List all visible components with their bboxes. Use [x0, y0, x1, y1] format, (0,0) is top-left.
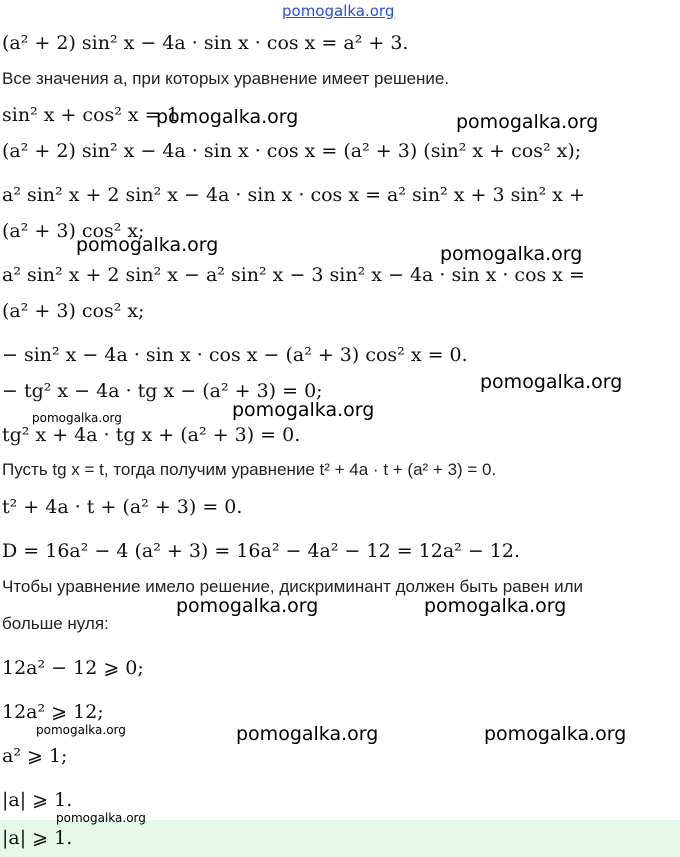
watermark: pomogalka.org — [424, 595, 567, 617]
inequality-step-2: 12a² ⩾ 12; — [2, 701, 104, 723]
condition-text-1: Чтобы уравнение имело решение, дискриминант должен быть равен или — [2, 577, 583, 596]
watermark: pomogalka.org — [56, 811, 146, 825]
inequality-step-1: 12a² − 12 ⩾ 0; — [2, 657, 144, 679]
solution-step-2b: (a² + 3) cos² x; — [2, 220, 145, 242]
solution-step-6: tg² x + 4a · tg x + (a² + 3) = 0. — [2, 424, 301, 446]
site-logo-link[interactable]: pomogalka.org — [282, 2, 395, 20]
solution-step-2a: a² sin² x + 2 sin² x − 4a · sin x · cos x = a² sin² x + 3 sin² x + — [2, 184, 585, 206]
watermark: pomogalka.org — [176, 595, 319, 617]
watermark: pomogalka.org — [236, 723, 379, 745]
inequality-step-3: a² ⩾ 1; — [2, 745, 68, 767]
quadratic-equation: t² + 4a · t + (a² + 3) = 0. — [2, 496, 243, 518]
discriminant-line: D = 16a² − 4 (a² + 3) = 16a² − 4a² − 12 = 12a² − 12. — [2, 540, 521, 562]
watermark: pomogalka.org — [456, 111, 599, 133]
answer-box — [0, 820, 680, 857]
watermark: pomogalka.org — [156, 106, 299, 128]
solution-step-5: − tg² x − 4a · tg x − (a² + 3) = 0; — [2, 380, 323, 402]
condition-text-2: больше нуля: — [2, 614, 109, 633]
solution-step-3a: a² sin² x + 2 sin² x − a² sin² x − 3 sin² x − 4a · sin x · cos x = — [2, 264, 585, 286]
substitution-text: Пусть tg x = t, тогда получим уравнение t² + 4a · t + (a² + 3) = 0. — [2, 460, 497, 479]
watermark: pomogalka.org — [484, 723, 627, 745]
watermark: pomogalka.org — [36, 723, 126, 737]
watermark: pomogalka.org — [76, 234, 219, 256]
watermark: pomogalka.org — [440, 243, 583, 265]
solution-step-3b: (a² + 3) cos² x; — [2, 300, 145, 322]
identity-line: sin² x + cos² x = 1. — [2, 104, 185, 126]
watermark: pomogalka.org — [232, 399, 375, 421]
task-statement: Все значения a, при которых уравнение имеет решение. — [2, 69, 450, 88]
inequality-step-4: |a| ⩾ 1. — [2, 789, 73, 811]
answer-text: |a| ⩾ 1. — [2, 827, 73, 849]
given-equation: (a² + 2) sin² x − 4a · sin x · cos x = a² + 3. — [2, 32, 409, 54]
watermark: pomogalka.org — [480, 371, 623, 393]
solution-step-4: − sin² x − 4a · sin x · cos x − (a² + 3) cos² x = 0. — [2, 344, 468, 366]
watermark: pomogalka.org — [32, 411, 122, 425]
solution-step-1: (a² + 2) sin² x − 4a · sin x · cos x = (a² + 3) (sin² x + cos² x); — [2, 140, 582, 162]
